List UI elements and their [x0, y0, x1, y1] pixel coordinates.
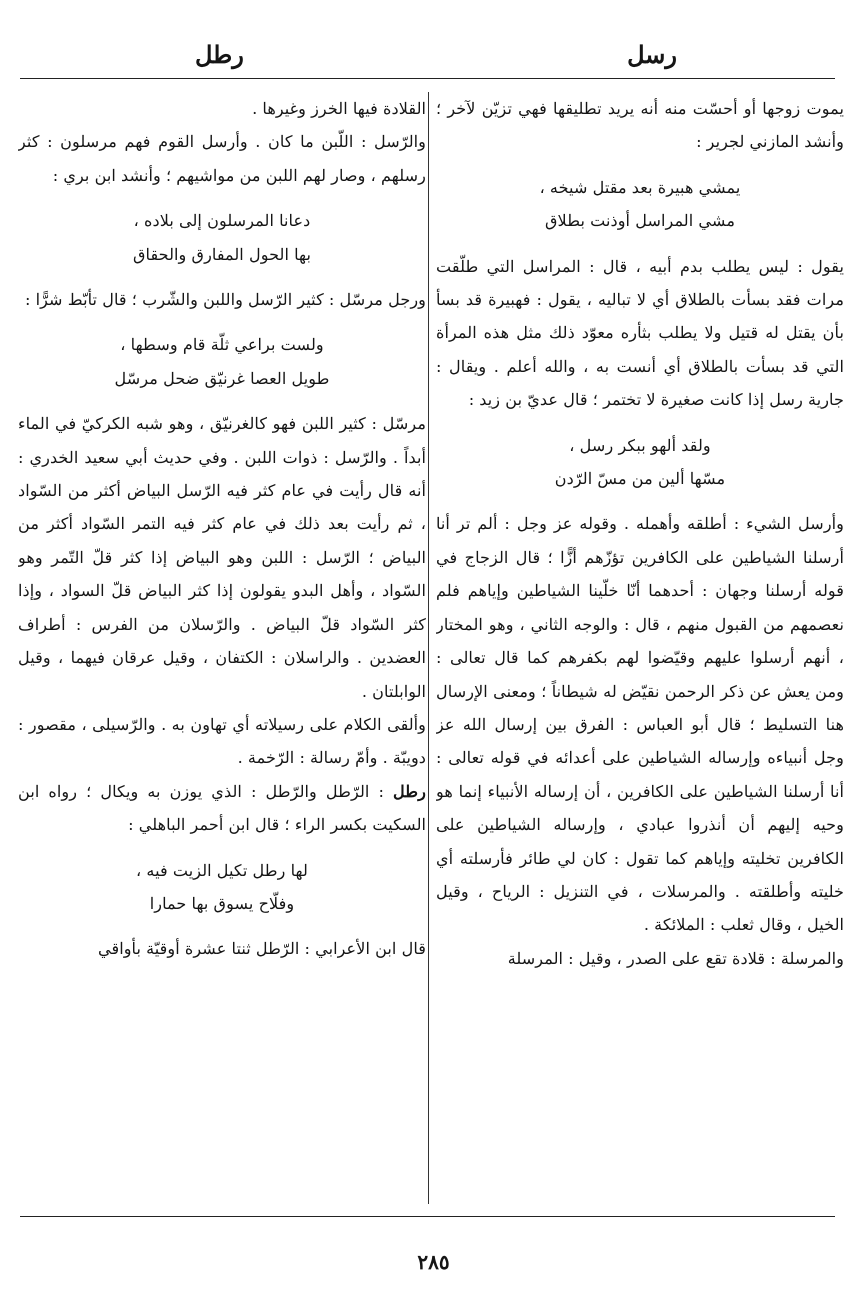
header-rule — [20, 78, 835, 79]
paragraph: والرّسل : اللّبن ما كان . وأرسل القوم فهم مرسلون : كثر رسلهم ، وصار لهم اللبن من مواشيهم ؛ وأنشد ابن بري : — [18, 132, 426, 185]
footer-rule — [20, 1216, 835, 1217]
verse-line: طويل العصا غرنيّق ضحل مرسّل — [114, 368, 330, 388]
verse-line: لها رطل تكيل الزيت فيه ، — [136, 860, 308, 880]
left-column — [18, 92, 426, 1202]
header-left-word: رطل — [195, 40, 244, 69]
verse-line: دعانا المرسلون إلى بلاده ، — [133, 211, 311, 231]
paragraph: وألقى الكلام على رسيلاته أي تهاون به . والرّسيلى ، مقصور : دويبّة . وأمّ رسالة : الرّخمة . — [18, 714, 426, 768]
paragraph: مرسّل : كثير اللبن فهو كالغرنيّق ، وهو شبه الكركيّ في الماء أبداً . والرّسل : ذوات اللبن . وفي حديث أبي سعيد الخدري : أنه قال رأيت في عام كثر فيه الرّسل البياض أكثر من السّواد ، ثم رأيت بعد ذلك في عام كثر فيه التمر السّواد أكثر من البياض ؛ الرّسل : اللبن وهو البياض إذا كثر قلّ التّمر وهو السّواد ، وأهل البدو يقولون إذا كثر البياض قلّ السواد ، وإذا كثر السّواد قلّ البياض . والرّسلان من الفرس : أطراف العضدين . والراسلان : الكتفان ، وقيل عرقان فيهما ، وقيل الوابلتان . — [18, 414, 426, 701]
entry-paragraph — [18, 775, 426, 842]
paragraph: والمرسلة : قلادة تقع على الصدر ، وقيل : المرسلة — [507, 948, 844, 968]
column-divider — [428, 92, 429, 1204]
paragraph: قال ابن الأعرابي : الرّطل ثنتا عشرة أوقيّة بأواقي — [97, 939, 426, 959]
paragraph: وأرسل الشيء : أطلقه وأهمله . وقوله عز وجل : ألم تر أنا أرسلنا الشياطين على الكافرين تؤزّهم أزًّا ؛ قال الزجاج في قوله أرسلنا وجهان : أحدهما أنّا خلّينا الشياطين وإياهم فلم نعصمهم من القبول منهم ، قال : والوجه الثاني ، وهو المختار ، أنهم أرسلوا عليهم وقيّضوا لهم بكفرهم كما قال تعالى : ومن يعش عن ذكر الرحمن نقيّض له شيطاناً ؛ ومعنى الإرسال هنا التسليط ؛ قال أبو العباس : الفرق بين إرسال الله عز وجل أنبياءه وإرساله الشياطين على أعدائه في قوله تعالى : أنا أرسلنا الشياطين على الكافرين ، أن إرساله الأنبياء إنما هو وحيه إليهم أن أنذروا عبادي ، وإرساله الشياطين على الكافرين تخليته وإياهم كما تقول : كان لي طائر فأرسلته أي خليته وأطلقته . والمرسلات ، في التنزيل : الرياح ، وقيل الخيل ، وقال ثعلب : الملائكة . — [436, 514, 844, 935]
paragraph: يقول : ليس يطلب بدم أبيه ، قال : المراسل التي طلّقت مرات فقد بسأت بالطلاق أي لا تباليه ، يقول : فهبيرة قد بسأ بأن يقتل له قتيل ولا يطلب بثأره معوّد ذلك مثل هذه المرأة التي قد بسأت بالطلاق أي أنست به ، والله أعلم . ويقال : جارية رسل إذا كانت صغيرة لا تختمر ؛ قال عديّ بن زيد : — [436, 256, 844, 410]
verse-line: ولقد ألهو ببكر رسل ، — [569, 435, 711, 455]
verse-line: مشي المراسل أوذنت بطلاق — [544, 211, 735, 231]
paragraph: ورجل مرسّل : كثير الرّسل واللبن والشّرب ؛ قال تأبّط شرًّا : — [25, 290, 426, 310]
verse-line: بها الحول المفارق والحقاق — [133, 244, 311, 264]
page-header — [0, 32, 867, 82]
verse-line: وفلّاح يسوق بها حمارا — [149, 893, 295, 913]
paragraph: القلادة فيها الخرز وغيرها . — [252, 99, 426, 118]
entry-text: : الرّطل والرّطل : الذي يوزن به ويكال ؛ رواه ابن السكيت بكسر الراء ؛ قال ابن أحمر الباهلي : — [18, 781, 426, 835]
entry-headword: رطل — [393, 781, 426, 801]
right-column — [436, 92, 844, 1202]
header-right-word: رسل — [627, 40, 677, 69]
verse-line: يمشي هبيرة بعد مقتل شيخه ، — [539, 177, 741, 197]
paragraph: يموت زوجها أو أحسّت منه أنه يريد تطليقها فهي تزيّن لآخر ؛ وأنشد المازني لجرير : — [436, 99, 844, 152]
page-number: ٢٨٥ — [417, 1250, 450, 1274]
verse-line: مسّها ألين من مسّ الرّدن — [554, 469, 726, 489]
verse-line: ولست براعي ثلّة قام وسطها ، — [120, 335, 324, 355]
